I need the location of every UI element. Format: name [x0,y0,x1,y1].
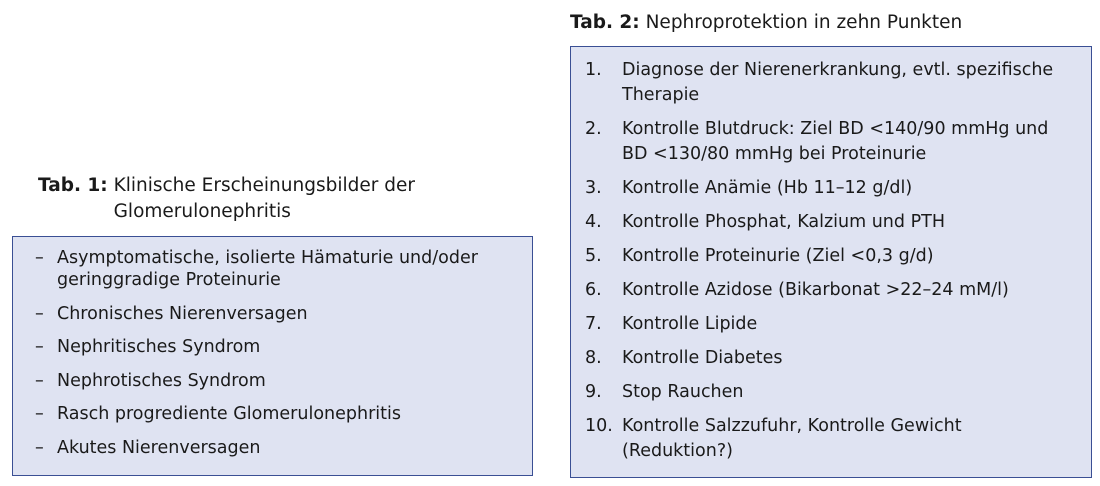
dash-bullet: – [35,248,44,268]
item-number: 3. [585,178,602,198]
list-item-text: Chronisches Nierenversagen [57,303,308,324]
list-item-text: Nephrotisches Syndrom [57,370,266,391]
dash-bullet: – [35,337,44,357]
list-item-text: Rasch progrediente Glomerulonephritis [57,404,401,424]
list-item [35,437,518,459]
table-2-caption [570,10,962,36]
dash-bullet: – [35,437,44,458]
table-1-title-line-1: Klinische Erscheinungsbilder der [113,175,415,196]
list-item [35,370,518,392]
item-number: 2. [585,119,602,139]
list-item [585,176,1077,201]
list-item-text: Kontrolle Salzzufuhr, Kontrolle Gewicht (Reduktion?) [622,416,962,461]
dash-bullet: – [35,303,44,324]
list-item-text: Kontrolle Diabetes [622,348,783,368]
item-number: 5. [585,246,602,266]
item-number: 4. [585,212,602,232]
list-item [585,244,1077,269]
list-item-text: Nephritisches Syndrom [57,337,261,357]
list-item [35,336,518,358]
dash-bullet: – [35,404,44,424]
list-item [35,403,518,425]
list-item [585,312,1077,337]
table-1-box [12,236,533,476]
list-item-text: Kontrolle Phosphat, Kalzium und PTH [622,212,945,232]
list-item [35,303,518,325]
list-item-text: Kontrolle Azidose (Bikarbonat >22–24 mM/l) [622,280,1009,300]
list-item-text: Kontrolle Anämie (Hb 11–12 g/dl) [622,178,913,198]
table-1-title [114,173,415,225]
list-item-text: Kontrolle Blutdruck: Ziel BD <140/90 mmHg und BD <130/80 mmHg bei Proteinurie [622,119,1049,164]
table-2-title: Nephroprotektion in zehn Punkten [645,12,963,33]
dash-bullet: – [35,370,44,391]
list-item-text: Kontrolle Proteinurie (Ziel <0,3 g/d) [622,246,934,266]
list-item-text: Stop Rauchen [622,382,744,402]
table-1-title-line-2: Glomerulonephritis [113,201,291,222]
list-item-text: Kontrolle Lipide [622,314,758,334]
table-1-label: Tab. 1: [38,175,108,196]
list-item [585,278,1077,303]
list-item [585,414,1077,464]
list-item-text: Diagnose der Nierenerkrankung, evtl. spezifische Therapie [622,60,1054,105]
item-number: 9. [585,382,602,402]
item-number: 10. [585,416,613,436]
item-number: 6. [585,280,602,300]
item-number: 8. [585,348,602,368]
list-item-text: Akutes Nierenversagen [57,437,261,458]
list-item [585,210,1077,235]
list-item [585,58,1077,108]
list-item [585,346,1077,371]
table-2-box [570,46,1092,478]
table-2-label: Tab. 2: [570,12,640,33]
item-number: 1. [585,60,602,80]
list-item [585,117,1077,167]
table-1-caption [38,173,415,225]
list-item-text: Asymptomatische, isolierte Hämaturie und/oder geringgradige Proteinurie [57,248,478,290]
item-number: 7. [585,314,602,334]
list-item [35,247,518,291]
list-item [585,380,1077,405]
table-2-list [585,58,1077,464]
table-1-list [35,247,518,459]
